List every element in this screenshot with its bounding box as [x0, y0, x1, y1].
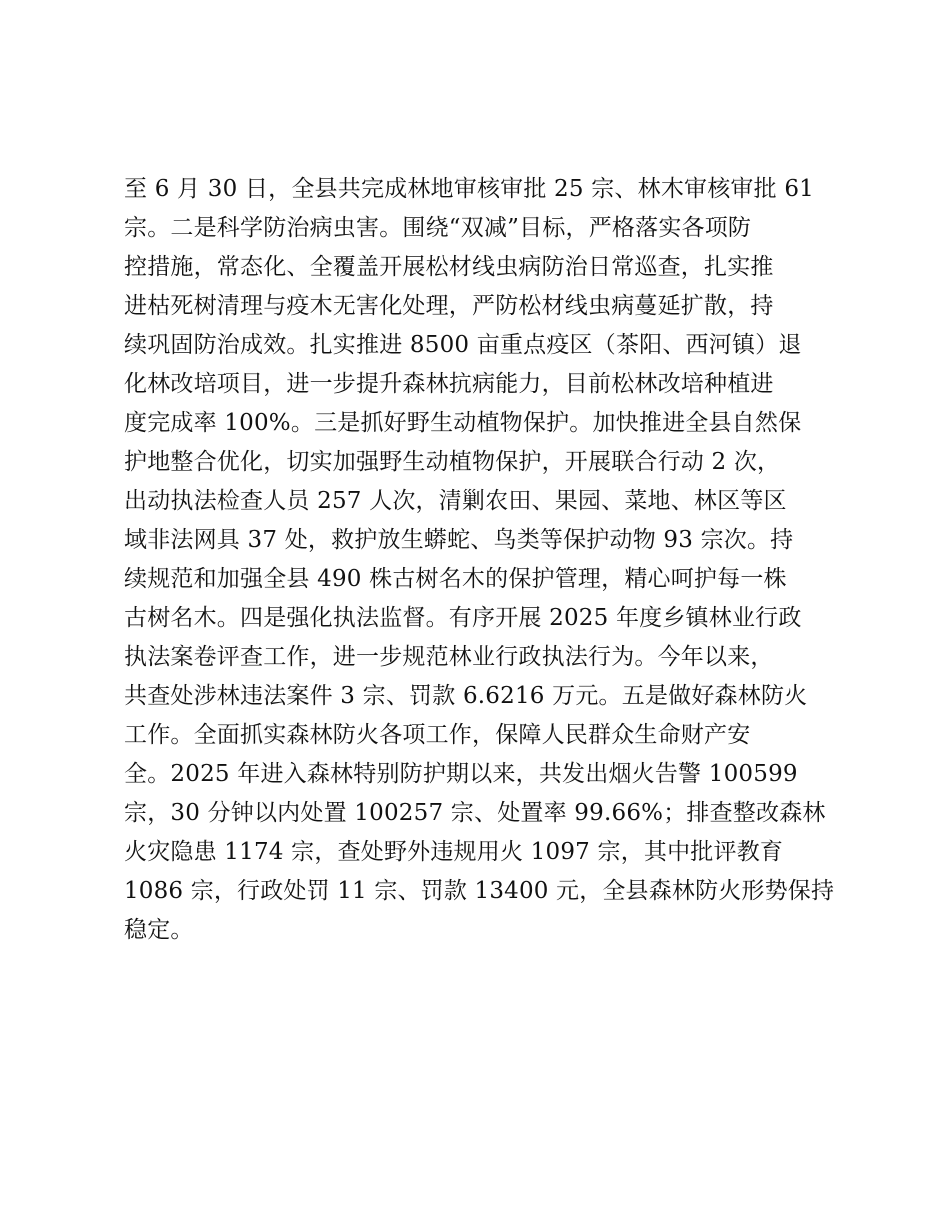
text-line-11: 续规范和加强全县 490 株古树名木的保护管理，精心呵护每一株 — [124, 566, 787, 592]
text-line-1: 至 6 月 30 日，全县共完成林地审核审批 25 宗、林木审核审批 61 — [124, 176, 815, 202]
text-line-3: 控措施，常态化、全覆盖开展松材线虫病防治日常巡查，扎实推 — [124, 254, 774, 280]
text-line-6: 化林改培项目，进一步提升森林抗病能力，目前松林改培种植进 — [124, 371, 774, 397]
text-line-19: 1086 宗，行政处罚 11 宗、罚款 13400 元，全县森林防火形势保持 — [124, 878, 835, 904]
text-line-8: 护地整合优化，切实加强野生动植物保护，开展联合行动 2 次， — [124, 449, 781, 475]
text-line-4: 进枯死树清理与疫木无害化处理，严防松材线虫病蔓延扩散，持 — [124, 293, 774, 319]
text-line-20: 稳定。 — [124, 917, 194, 943]
body-paragraph — [124, 170, 834, 950]
text-line-12: 古树名木。四是强化执法监督。有序开展 2025 年度乡镇林业行政 — [124, 605, 802, 631]
text-line-10: 域非法网具 37 处，救护放生蟒蛇、鸟类等保护动物 93 宗次。持 — [124, 527, 794, 553]
text-line-13: 执法案卷评查工作，进一步规范林业行政执法行为。今年以来， — [124, 644, 774, 670]
text-line-18: 火灾隐患 1174 宗，查处野外违规用火 1097 宗，其中批评教育 — [124, 839, 784, 865]
text-line-16: 全。2025 年进入森林特别防护期以来，共发出烟火告警 100599 — [124, 761, 798, 787]
text-line-2: 宗。二是科学防治病虫害。围绕“双减”目标，严格落实各项防 — [124, 215, 752, 241]
text-line-9: 出动执法检查人员 257 人次，清剿农田、果园、菜地、林区等区 — [124, 488, 787, 514]
text-line-14: 共查处涉林违法案件 3 宗、罚款 6.6216 万元。五是做好森林防火 — [124, 683, 808, 709]
text-line-17: 宗，30 分钟以内处置 100257 宗、处置率 99.66%；排查整改森林 — [124, 800, 826, 826]
text-line-7: 度完成率 100%。三是抓好野生动植物保护。加快推进全县自然保 — [124, 410, 802, 436]
text-line-5: 续巩固防治成效。扎实推进 8500 亩重点疫区（茶阳、西河镇）退 — [124, 332, 802, 358]
text-line-15: 工作。全面抓实森林防火各项工作，保障人民群众生命财产安 — [124, 722, 751, 748]
